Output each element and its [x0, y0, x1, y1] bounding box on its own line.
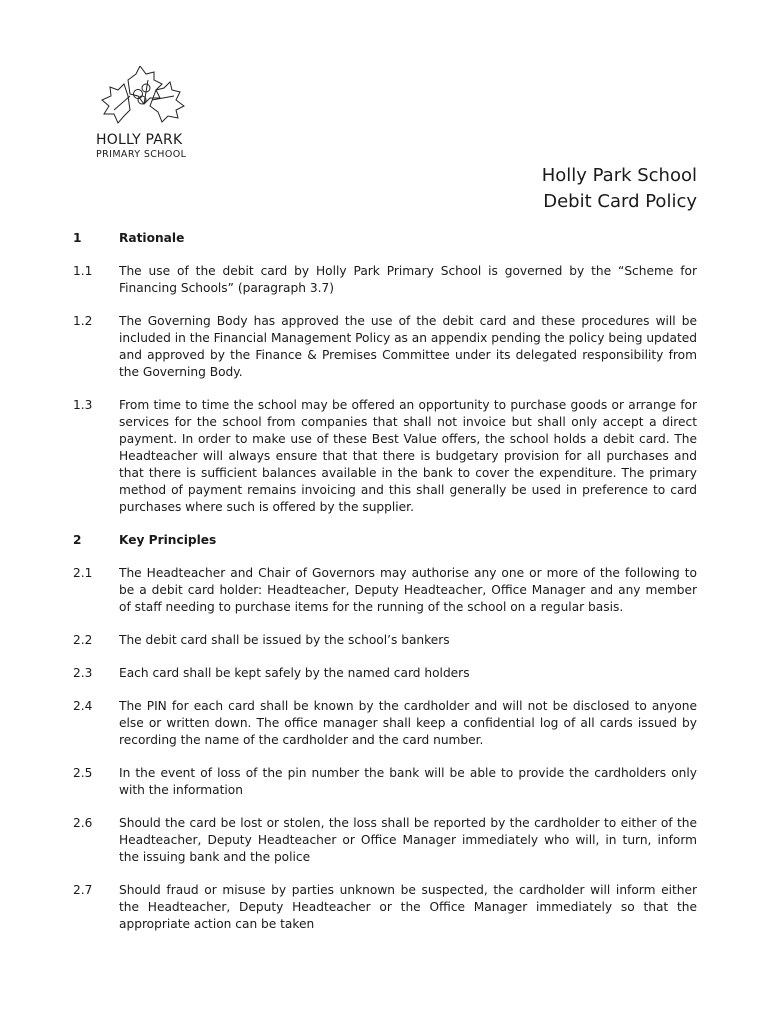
clause-1-2: [73, 313, 697, 381]
clause-2-6: [73, 815, 697, 866]
clause-text: Should fraud or misuse by parties unknown be suspected, the cardholder will inform either the Headteacher, Deputy Headteacher or the Office Manager immediately so that the appropriate action can be taken: [119, 883, 697, 931]
clause-2-7: [73, 882, 697, 933]
clause-2-3: [73, 665, 697, 682]
clause-number: 2.5: [73, 766, 93, 780]
section-title: Key Principles: [119, 533, 217, 547]
clause-number: 1.1: [73, 264, 93, 278]
section-number: 2: [73, 533, 82, 547]
clause-2-5: [73, 765, 697, 799]
clause-text: The use of the debit card by Holly Park Primary School is governed by the “Scheme for Financing Schools” (paragraph 3.7): [119, 264, 697, 295]
clause-number: 2.3: [73, 666, 93, 680]
clause-2-1: [73, 565, 697, 616]
clause-number: 2.2: [73, 633, 93, 647]
document-title: [542, 163, 697, 215]
clause-text: The Headteacher and Chair of Governors may authorise any one or more of the following to be a debit card holder: Headteacher, Deputy Headteacher, Office Manager and any member of staff needing to purchase items for the running of the school on a regular basis.: [119, 566, 697, 614]
title-line-1: Holly Park School: [541, 165, 697, 186]
logo-school-subtitle: PRIMARY SCHOOL: [96, 149, 187, 160]
clause-number: 2.1: [73, 566, 93, 580]
section-heading-1: [73, 230, 697, 247]
clause-number: 1.3: [73, 398, 93, 412]
clause-2-4: [73, 698, 697, 749]
clause-number: 2.6: [73, 816, 93, 830]
clause-1-1: [73, 263, 697, 297]
clause-number: 1.2: [73, 314, 93, 328]
clause-text: Each card shall be kept safely by the named card holders: [119, 666, 470, 680]
title-line-2: Debit Card Policy: [543, 191, 697, 212]
clause-text: Should the card be lost or stolen, the loss shall be reported by the cardholder to either of the Headteacher, Deputy Headteacher or Office Manager immediately who will, in turn, inform the issuing bank and the police: [119, 816, 697, 864]
section-title: Rationale: [119, 231, 185, 245]
clause-text: The debit card shall be issued by the school’s bankers: [119, 633, 450, 647]
clause-1-3: [73, 397, 697, 516]
holly-leaves-icon: [94, 66, 190, 134]
clause-number: 2.4: [73, 699, 93, 713]
section-number: 1: [73, 231, 82, 245]
clause-text: From time to time the school may be offered an opportunity to purchase goods or arrange for services for the school from companies that shall not invoice but shall only accept a direct payment. In order to make use of these Best Value offers, the school holds a debit card. The Headteacher will always ensure that that there is budgetary provision for all purchases and that there is sufficient balances available in the bank to cover the expenditure. The primary method of payment remains invoicing and this shall generally be used in preference to card purchases where such is offered by the supplier.: [119, 398, 697, 514]
clause-number: 2.7: [73, 883, 93, 897]
policy-body: [73, 230, 697, 933]
logo-school-name: HOLLY PARK: [96, 132, 183, 148]
clause-text: The Governing Body has approved the use of the debit card and these procedures will be included in the Financial Management Policy as an appendix pending the policy being updated and approved by the Finance & Premises Committee under its delegated responsibility from the Governing Body.: [119, 314, 697, 379]
clause-text: The PIN for each card shall be known by the cardholder and will not be disclosed to anyone else or written down. The office manager shall keep a confidential log of all cards issued by recording the name of the cardholder and the card number.: [119, 699, 697, 747]
school-logo: [92, 66, 202, 166]
section-heading-2: [73, 532, 697, 549]
clause-2-2: [73, 632, 697, 649]
clause-text: In the event of loss of the pin number the bank will be able to provide the cardholders only with the information: [119, 766, 697, 797]
